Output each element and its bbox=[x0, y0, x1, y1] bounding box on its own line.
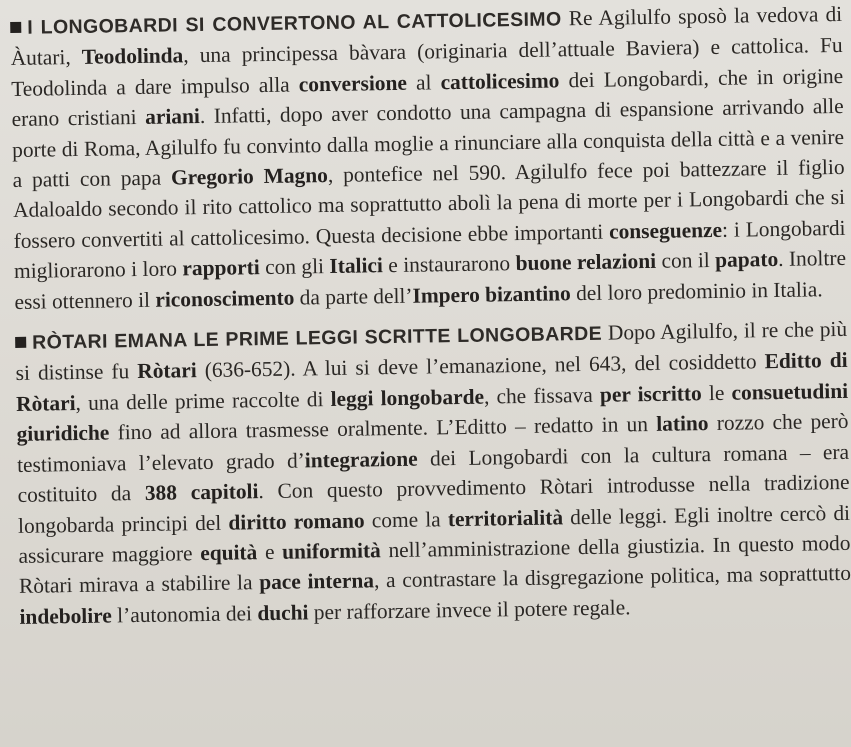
key-term: papato bbox=[714, 247, 779, 273]
text-run: del loro predominio in Italia. bbox=[570, 276, 823, 305]
text-run: con il bbox=[655, 248, 716, 274]
key-term: buone relazioni bbox=[515, 249, 657, 276]
text-run: e bbox=[257, 539, 283, 565]
section-heading: RÒTARI EMANA LE PRIME LEGGI SCRITTE LONGOBARDE bbox=[32, 322, 603, 354]
key-term: integrazione bbox=[304, 446, 418, 473]
key-term: duchi bbox=[257, 600, 309, 625]
key-term: equità bbox=[200, 540, 258, 565]
text-run: , a contrastare la disgregazione politica, ma soprattutto bbox=[373, 561, 851, 593]
section-conversion bbox=[10, 0, 847, 317]
key-term: Ròtari bbox=[137, 358, 197, 384]
section-marker-icon bbox=[15, 337, 26, 348]
text-run: , che fissava bbox=[483, 382, 601, 409]
text-run: . Con questo provvedimento Ròtari introdusse nella tradizione longobarda principi del bbox=[17, 469, 850, 538]
key-term: Teodolinda bbox=[81, 43, 184, 70]
text-run: l’autonomia dei bbox=[111, 600, 258, 628]
rotari-paragraph bbox=[15, 314, 851, 632]
text-run: delle leggi. Egli inoltre cercò di assicurare maggiore bbox=[18, 500, 851, 568]
key-term: Impero bizantino bbox=[412, 280, 571, 308]
key-term: per iscritto bbox=[599, 381, 702, 407]
text-run: e instaurarono bbox=[382, 251, 516, 278]
key-term: riconoscimento bbox=[155, 285, 295, 312]
key-term: diritto romano bbox=[228, 507, 365, 535]
text-run: . Infatti, dopo aver condotto una campagna di espansione arrivando alle porte di Roma, Agilulfo fu convinto dalla moglie a rinunciare alla conquista della città e a venire a patti con papa bbox=[11, 94, 845, 193]
text-run: , pontefice nel 590. Agilulfo fece poi battezzare il figlio Adaloaldo secondo il rito cattolico ma soprattutto abolì la pena di morte per i Longobardi che si fossero convertiti al cattolicesimo. Questa decisione ebbe importanti bbox=[12, 154, 846, 253]
text-run: Dopo Agilulfo, il re che più si distinse fu bbox=[15, 316, 848, 386]
text-run: , una delle prime raccolte di bbox=[75, 386, 331, 415]
key-term: consuetudini giuridiche bbox=[16, 378, 849, 447]
conversion-paragraph bbox=[10, 0, 847, 317]
text-run: , una principessa bàvara (originaria dell’attuale Baviera) e cattolica. Fu Teodolinda a dare impulso alla bbox=[11, 33, 843, 101]
key-term: uniformità bbox=[281, 538, 381, 564]
key-term: Italici bbox=[329, 253, 384, 279]
key-term: 388 capitoli bbox=[144, 479, 259, 506]
text-run: Re Agilulfo sposò la vedova di Àutari, bbox=[10, 1, 843, 71]
text-run: con gli bbox=[259, 254, 330, 280]
section-marker-icon bbox=[10, 22, 21, 33]
key-term: latino bbox=[656, 411, 709, 437]
text-run: le bbox=[701, 380, 732, 406]
key-term: Editto di Ròtari bbox=[15, 348, 848, 416]
section-rotari bbox=[15, 314, 851, 632]
text-run: : i Longobardi migliorarono i loro bbox=[13, 215, 846, 284]
text-run: fino ad allora trasmesse oralmente. L’Editto – redatto in un bbox=[109, 412, 657, 445]
key-term: territorialità bbox=[447, 504, 564, 531]
text-run: per rafforzare invece il potere regale. bbox=[308, 595, 631, 625]
key-term: conversione bbox=[298, 70, 408, 97]
key-term: ariani bbox=[144, 104, 201, 130]
text-column bbox=[10, 0, 851, 632]
key-term: Gregorio Magno bbox=[170, 163, 329, 190]
section-heading: I LONGOBARDI SI CONVERTONO AL CATTOLICESIMO bbox=[27, 8, 562, 39]
text-run: dei Longobardi con la cultura romana – era costituito da bbox=[17, 439, 850, 508]
key-term: conseguenze bbox=[608, 217, 723, 244]
text-run: nell’amministrazione della giustizia. In questo modo Ròtari mirava a stabilire la bbox=[18, 530, 851, 599]
key-term: indebolire bbox=[19, 603, 112, 629]
text-run: come la bbox=[364, 506, 449, 532]
text-run: . Inoltre essi ottennero il bbox=[14, 246, 847, 314]
text-run: rozzo che però testimoniava l’elevato grado d’ bbox=[16, 409, 849, 477]
text-run: dei Longobardi, che in origine erano cristiani bbox=[11, 63, 844, 132]
text-run: (636-652). A lui si deve l’emanazione, nel 643, del cosiddetto bbox=[196, 349, 765, 383]
key-term: cattolicesimo bbox=[440, 68, 560, 95]
key-term: rapporti bbox=[182, 255, 260, 281]
text-run: al bbox=[406, 70, 441, 95]
key-term: leggi longobarde bbox=[330, 384, 485, 411]
text-run: da parte dell’ bbox=[294, 283, 413, 310]
key-term: pace interna bbox=[259, 568, 375, 595]
